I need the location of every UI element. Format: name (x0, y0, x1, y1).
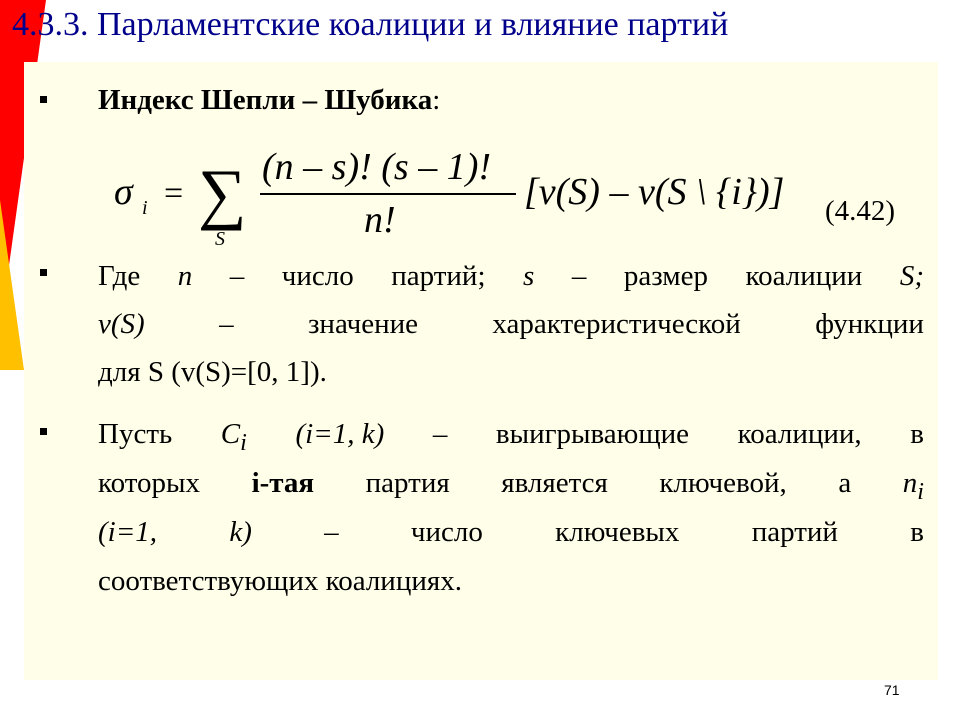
word: функции (815, 308, 924, 340)
word: i-тая (251, 467, 315, 499)
formula-numerator: (n – s)! (s – 1)! (262, 146, 492, 188)
slide-title: 4.3.3. Парламентские коалиции и влияние партий (12, 6, 729, 43)
word: Где (98, 260, 141, 292)
word: размер (623, 260, 708, 292)
word: v(S) (98, 308, 145, 340)
subscript: i (240, 428, 247, 456)
word: значение (307, 308, 419, 340)
formula-equals: = (164, 175, 184, 212)
formula-denominator: n! (364, 199, 396, 241)
formula-sigma-subscript: i (142, 197, 148, 219)
word: выигрывающие (495, 418, 690, 450)
word: ключевых (555, 516, 680, 548)
equation-number: (4.42) (825, 195, 896, 227)
word: которых (98, 467, 201, 499)
word: – (324, 516, 339, 548)
bullet3-line3 (98, 508, 924, 556)
word: Пусть (98, 418, 173, 450)
word: ключевой, (659, 467, 787, 499)
formula-sum-subscript: S (215, 228, 225, 250)
page-number: 71 (884, 682, 900, 698)
content-box (24, 62, 938, 680)
shapley-heading-line (98, 76, 924, 124)
word: S; (899, 260, 924, 292)
word: s (523, 260, 535, 292)
formula-sigma: σ (114, 171, 133, 213)
word: коалиции, (737, 418, 862, 450)
word: n (177, 260, 193, 292)
word: (i=1, (98, 516, 158, 548)
word: является (501, 467, 608, 499)
word: а (838, 467, 852, 499)
bullet-marker (40, 269, 47, 276)
word: – (219, 308, 234, 340)
word: партия (365, 467, 450, 499)
word: – (571, 260, 587, 292)
bullet2-line1 (98, 252, 924, 300)
word: число (410, 516, 483, 548)
shapley-shubik-formula (114, 134, 834, 254)
word: k) (229, 516, 252, 548)
word-italic: n (902, 467, 918, 499)
word: характеристической (492, 308, 741, 340)
subscript: i (917, 477, 924, 505)
word: – (229, 260, 245, 292)
formula-sum-symbol: ∑ (198, 155, 247, 231)
word: в (910, 516, 924, 548)
word: коалиции (745, 260, 863, 292)
word: партий (751, 516, 838, 548)
word: – (432, 418, 448, 450)
bullet3-line4: соответствующих коалициях. (98, 565, 462, 597)
bullet-marker (40, 428, 47, 435)
bullet2-line2 (98, 300, 924, 348)
word-italic: C (220, 418, 241, 450)
formula-bracket-term: [v(S) – v(S \ {i})] (524, 171, 785, 213)
decorative-yellow-stripe (0, 200, 24, 370)
word: в (910, 418, 924, 450)
shapley-heading: Индекс Шепли – Шубика (98, 84, 433, 116)
heading-colon: : (432, 84, 441, 116)
word: (i=1, k) (295, 418, 385, 450)
word: число (281, 260, 354, 292)
word: партий; (391, 260, 486, 292)
bullet2-line3: для S (v(S)=[0, 1]). (98, 356, 327, 388)
bullet-marker (40, 96, 47, 103)
